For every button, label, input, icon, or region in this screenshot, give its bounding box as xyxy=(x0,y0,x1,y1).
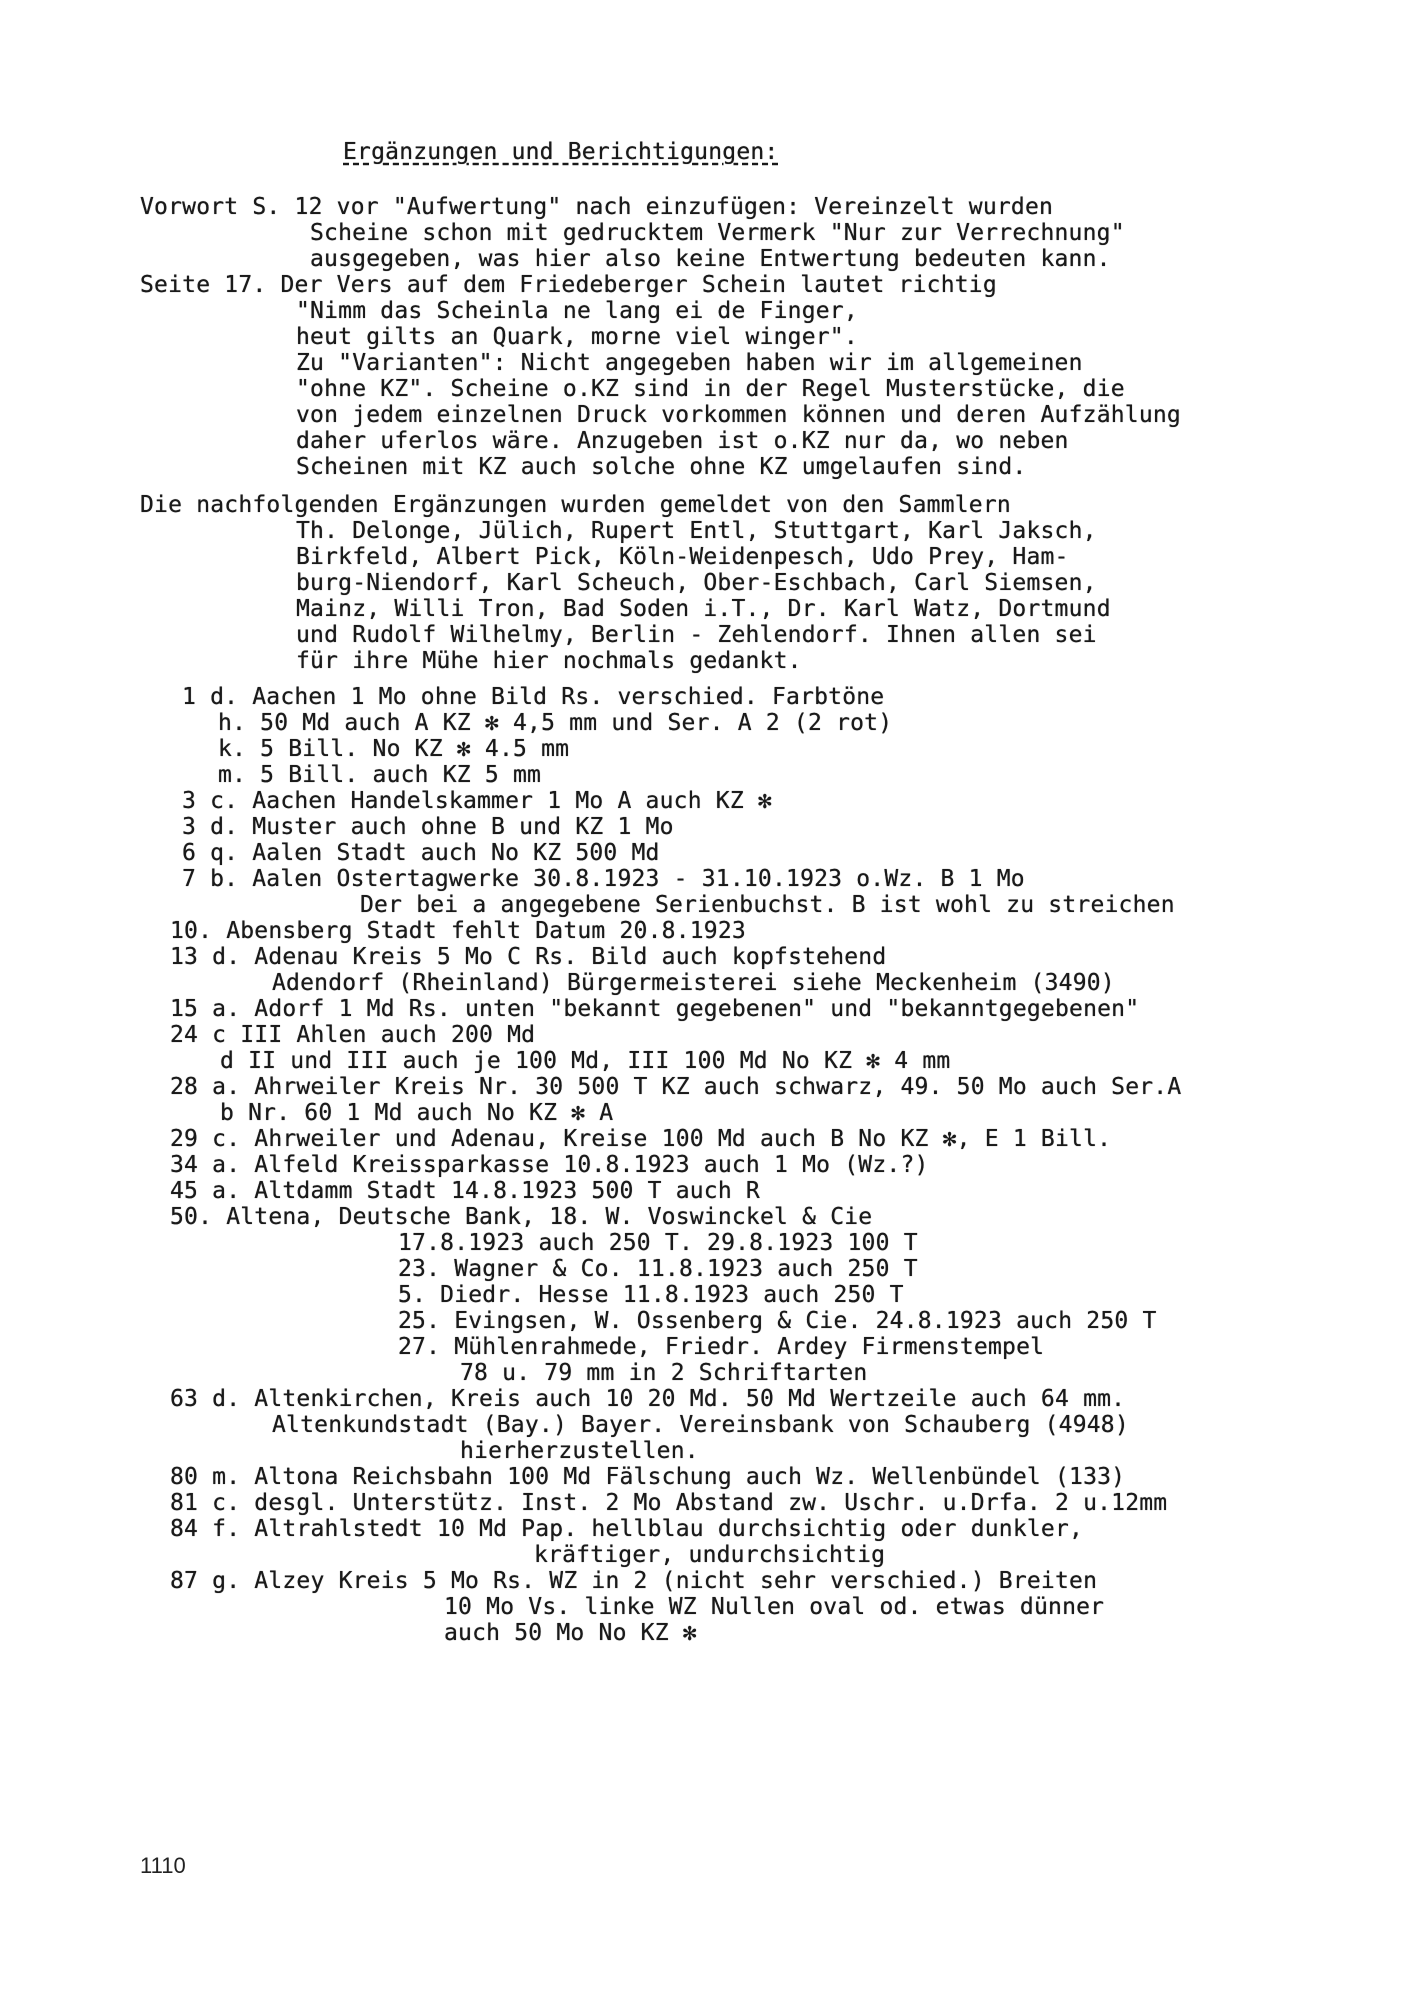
list-item: 10 Mo Vs. linke WZ Nullen oval od. etwas dünner xyxy=(444,1594,1105,1620)
list-item: 7 b. Aalen Ostertagwerke 30.8.1923 - 31.10.1923 o.Wz. B 1 Mo xyxy=(182,866,1025,892)
list-item: Altenkundstadt (Bay.) Bayer. Vereinsbank von Schauberg (4948) xyxy=(272,1412,1129,1438)
list-item: k. 5 Bill. No KZ ✻ 4.5 mm xyxy=(218,736,570,762)
list-item: 10. Abensberg Stadt fehlt Datum 20.8.1923 xyxy=(170,918,746,944)
list-item: Der bei a angegebene Serienbuchst. B ist wohl zu streichen xyxy=(360,892,1175,918)
text-line: burg-Niendorf, Karl Scheuch, Ober-Eschbach, Carl Siemsen, xyxy=(296,570,1097,596)
list-item: auch 50 Mo No KZ ✻ xyxy=(444,1620,697,1646)
text-line: und Rudolf Wilhelmy, Berlin - Zehlendorf. Ihnen allen sei xyxy=(296,622,1097,648)
list-item: 25. Evingsen, W. Ossenberg & Cie. 24.8.1923 auch 250 T xyxy=(398,1308,1157,1334)
text-line: Vorwort S. 12 vor "Aufwertung" nach einzufügen: Vereinzelt wurden xyxy=(140,194,1054,220)
list-item: 5. Diedr. Hesse 11.8.1923 auch 250 T xyxy=(398,1282,904,1308)
list-item: 24 c III Ahlen auch 200 Md xyxy=(170,1022,536,1048)
text-line: Zu "Varianten": Nicht angegeben haben wir im allgemeinen xyxy=(296,350,1083,376)
list-item: 84 f. Altrahlstedt 10 Md Pap. hellblau durchsichtig oder dunkler, xyxy=(170,1516,1084,1542)
list-item: 17.8.1923 auch 250 T. 29.8.1923 100 T xyxy=(398,1230,918,1256)
list-item: 50. Altena, Deutsche Bank, 18. W. Voswinckel & Cie xyxy=(170,1204,873,1230)
list-item: 63 d. Altenkirchen, Kreis auch 10 20 Md. 50 Md Wertzeile auch 64 mm. xyxy=(170,1386,1126,1412)
text-line: Seite 17. Der Vers auf dem Friedeberger Schein lautet richtig xyxy=(140,272,997,298)
text-line: ausgegeben, was hier also keine Entwertung bedeuten kann. xyxy=(310,246,1111,272)
list-item: 15 a. Adorf 1 Md Rs. unten "bekannt gegebenen" und "bekanntgegebenen" xyxy=(170,996,1140,1022)
list-item: 23. Wagner & Co. 11.8.1923 auch 250 T xyxy=(398,1256,918,1282)
text-line: Birkfeld, Albert Pick, Köln-Weidenpesch, Udo Prey, Ham- xyxy=(296,544,1069,570)
text-line: "Nimm das Scheinla ne lang ei de Finger, xyxy=(296,298,858,324)
text-line: Th. Delonge, Jülich, Rupert Entl, Stuttgart, Karl Jaksch, xyxy=(296,518,1097,544)
text-line: für ihre Mühe hier nochmals gedankt. xyxy=(296,648,802,674)
list-item: 81 c. desgl. Unterstütz. Inst. 2 Mo Abstand zw. Uschr. u.Drfa. 2 u.12mm xyxy=(170,1490,1168,1516)
list-item: 3 d. Muster auch ohne B und KZ 1 Mo xyxy=(182,814,674,840)
list-item: 28 a. Ahrweiler Kreis Nr. 30 500 T KZ auch schwarz, 49. 50 Mo auch Ser.A xyxy=(170,1074,1182,1100)
text-line: Scheinen mit KZ auch solche ohne KZ umgelaufen sind. xyxy=(296,454,1027,480)
page-number: 1110 xyxy=(140,1853,186,1878)
list-item: 29 c. Ahrweiler und Adenau, Kreise 100 Md auch B No KZ ✻, E 1 Bill. xyxy=(170,1126,1112,1152)
list-item: 13 d. Adenau Kreis 5 Mo C Rs. Bild auch kopfstehend xyxy=(170,944,887,970)
list-item: d II und III auch je 100 Md, III 100 Md No KZ ✻ 4 mm xyxy=(220,1048,951,1074)
list-item: m. 5 Bill. auch KZ 5 mm xyxy=(218,762,542,788)
list-item: hierherzustellen. xyxy=(460,1438,699,1464)
text-line: Die nachfolgenden Ergänzungen wurden gemeldet von den Sammlern xyxy=(140,492,1011,518)
text-line: daher uferlos wäre. Anzugeben ist o.KZ nur da, wo neben xyxy=(296,428,1069,454)
list-item: 87 g. Alzey Kreis 5 Mo Rs. WZ in 2 (nicht sehr verschied.) Breiten xyxy=(170,1568,1098,1594)
page-title: Ergänzungen und Berichtigungen: xyxy=(343,139,779,165)
list-item: 1 d. Aachen 1 Mo ohne Bild Rs. verschied. Farbtöne xyxy=(182,684,885,710)
list-item: 45 a. Altdamm Stadt 14.8.1923 500 T auch R xyxy=(170,1178,760,1204)
list-item: 78 u. 79 mm in 2 Schriftarten xyxy=(460,1360,868,1386)
list-item: kräftiger, undurchsichtig xyxy=(534,1542,886,1568)
text-line: Scheine schon mit gedrucktem Vermerk "Nur zur Verrechnung" xyxy=(310,220,1125,246)
list-item: 34 a. Alfeld Kreissparkasse 10.8.1923 auch 1 Mo (Wz.?) xyxy=(170,1152,929,1178)
text-line: von jedem einzelnen Druck vorkommen können und deren Aufzählung xyxy=(296,402,1181,428)
text-line: heut gilts an Quark, morne viel winger". xyxy=(296,324,858,350)
list-item: 80 m. Altona Reichsbahn 100 Md Fälschung auch Wz. Wellenbündel (133) xyxy=(170,1464,1126,1490)
text-line: Mainz, Willi Tron, Bad Soden i.T., Dr. Karl Watz, Dortmund xyxy=(296,596,1111,622)
list-item: 3 c. Aachen Handelskammer 1 Mo A auch KZ ✻ xyxy=(182,788,772,814)
list-item: b Nr. 60 1 Md auch No KZ ✻ A xyxy=(220,1100,614,1126)
list-item: h. 50 Md auch A KZ ✻ 4,5 mm und Ser. A 2 (2 rot) xyxy=(218,710,893,736)
text-line: "ohne KZ". Scheine o.KZ sind in der Regel Musterstücke, die xyxy=(296,376,1125,402)
list-item: 27. Mühlenrahmede, Friedr. Ardey Firmenstempel xyxy=(398,1334,1045,1360)
list-item: Adendorf (Rheinland) Bürgermeisterei siehe Meckenheim (3490) xyxy=(272,970,1115,996)
list-item: 6 q. Aalen Stadt auch No KZ 500 Md xyxy=(182,840,660,866)
